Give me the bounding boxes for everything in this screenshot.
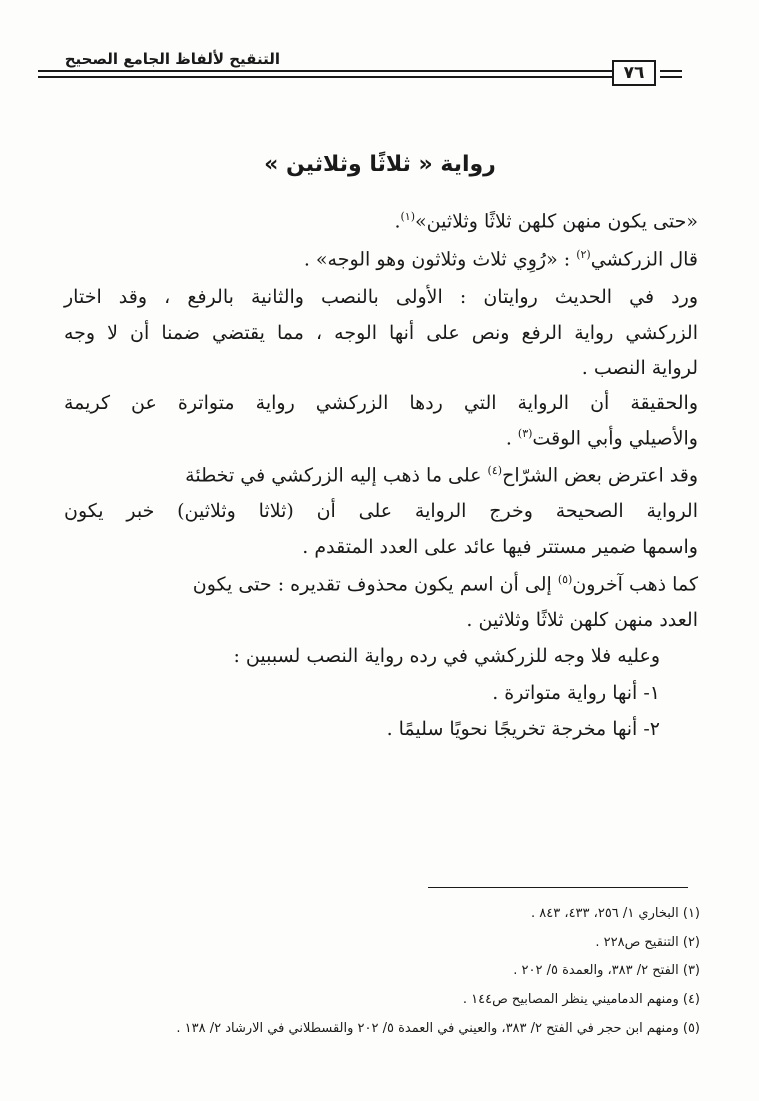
line-after: . (505, 427, 518, 450)
footnote-ref: (١) (400, 210, 415, 223)
body-line-1 (64, 210, 698, 232)
body-line-3: ورد في الحديث روايتان : الأولى بالنصب والثانية بالرفع ، وقد اختار (64, 286, 698, 308)
running-header-title: التنقيح لألفاظ الجامع الصحيح (64, 50, 280, 68)
body-line-9: الرواية الصحيحة وخرج الرواية على أن (ثلاثا وثلاثين) خبر يكون (64, 500, 698, 522)
footnote-5: (٥) ومنهم ابن حجر في الفتح ٢/ ٣٨٣، والعيني في العمدة ٥/ ٢٠٢ والقسطلاني في الارشاد ٢/ ١٣٨ . (176, 1021, 700, 1036)
footnote-4: (٤) ومنهم الدماميني ينظر المصابيح ص١٤٤ . (462, 992, 700, 1007)
body-line-4: الزركشي رواية الرفع ونص على أنها الوجه ، مما يقتضي ضمنا أن لا وجه (64, 322, 698, 344)
page-number-tick-bottom (660, 76, 682, 78)
page-number-box (612, 60, 656, 86)
line-text: «حتى يكون منهن كلهن ثلاثًا وثلاثين» (415, 210, 698, 233)
line-after: : «رُوِي ثلاث وثلاثون وهو الوجه» . (303, 248, 577, 271)
body-line-8 (64, 464, 698, 486)
body-line-10: واسمها ضمير مستتر فيها عائد على العدد المتقدم . (302, 536, 698, 558)
body-line-5: لرواية النصب . (581, 357, 698, 379)
body-line-11 (64, 573, 698, 595)
page-number: ٧٦ (623, 63, 645, 83)
footnote-1: (١) البخاري ١/ ٢٥٦، ٤٣٣، ٨٤٣ . (531, 906, 700, 921)
footnote-ref: (٤) (487, 464, 503, 477)
body-line-7 (64, 427, 698, 449)
body-line-6: والحقيقة أن الرواية التي ردها الزركشي رواية متواترة عن كريمة (64, 392, 698, 414)
body-line-15: ٢- أنها مخرجة تخريجًا نحويًا سليمًا . (386, 718, 660, 740)
header-rule-bottom (38, 76, 612, 78)
footnote-ref: (٢) (576, 248, 591, 261)
line-text: والأصيلي وأبي الوقت (532, 427, 698, 450)
line-after: على ما ذهب إليه الزركشي في تخطئة (185, 464, 488, 487)
body-line-2 (64, 248, 698, 270)
footnote-2: (٢) التنقيح ص٢٢٨ . (595, 935, 700, 950)
body-line-12: العدد منهن كلهن ثلاثًا وثلاثين . (466, 609, 698, 631)
footnote-separator (428, 887, 688, 888)
footnote-3: (٣) الفتح ٢/ ٣٨٣، والعمدة ٥/ ٢٠٢ . (513, 963, 700, 978)
page-number-tick-top (660, 70, 682, 72)
line-after: . (394, 210, 401, 233)
body-line-14: ١- أنها رواية متواترة . (492, 682, 660, 704)
body-line-13: وعليه فلا وجه للزركشي في رده رواية النصب لسببين : (233, 645, 660, 667)
line-text: وقد اعترض بعض الشرّاح (502, 464, 698, 487)
line-text: كما ذهب آخرون (572, 573, 698, 596)
line-after: إلى أن اسم يكون محذوف تقديره : حتى يكون (192, 573, 558, 596)
line-text: قال الزركشي (590, 248, 698, 271)
footnote-ref: (٣) (517, 427, 533, 440)
footnote-ref: (٥) (557, 573, 573, 586)
chapter-title: رواية « ثلاثًا وثلاثين » (264, 152, 496, 177)
header-rule-top (38, 70, 612, 72)
